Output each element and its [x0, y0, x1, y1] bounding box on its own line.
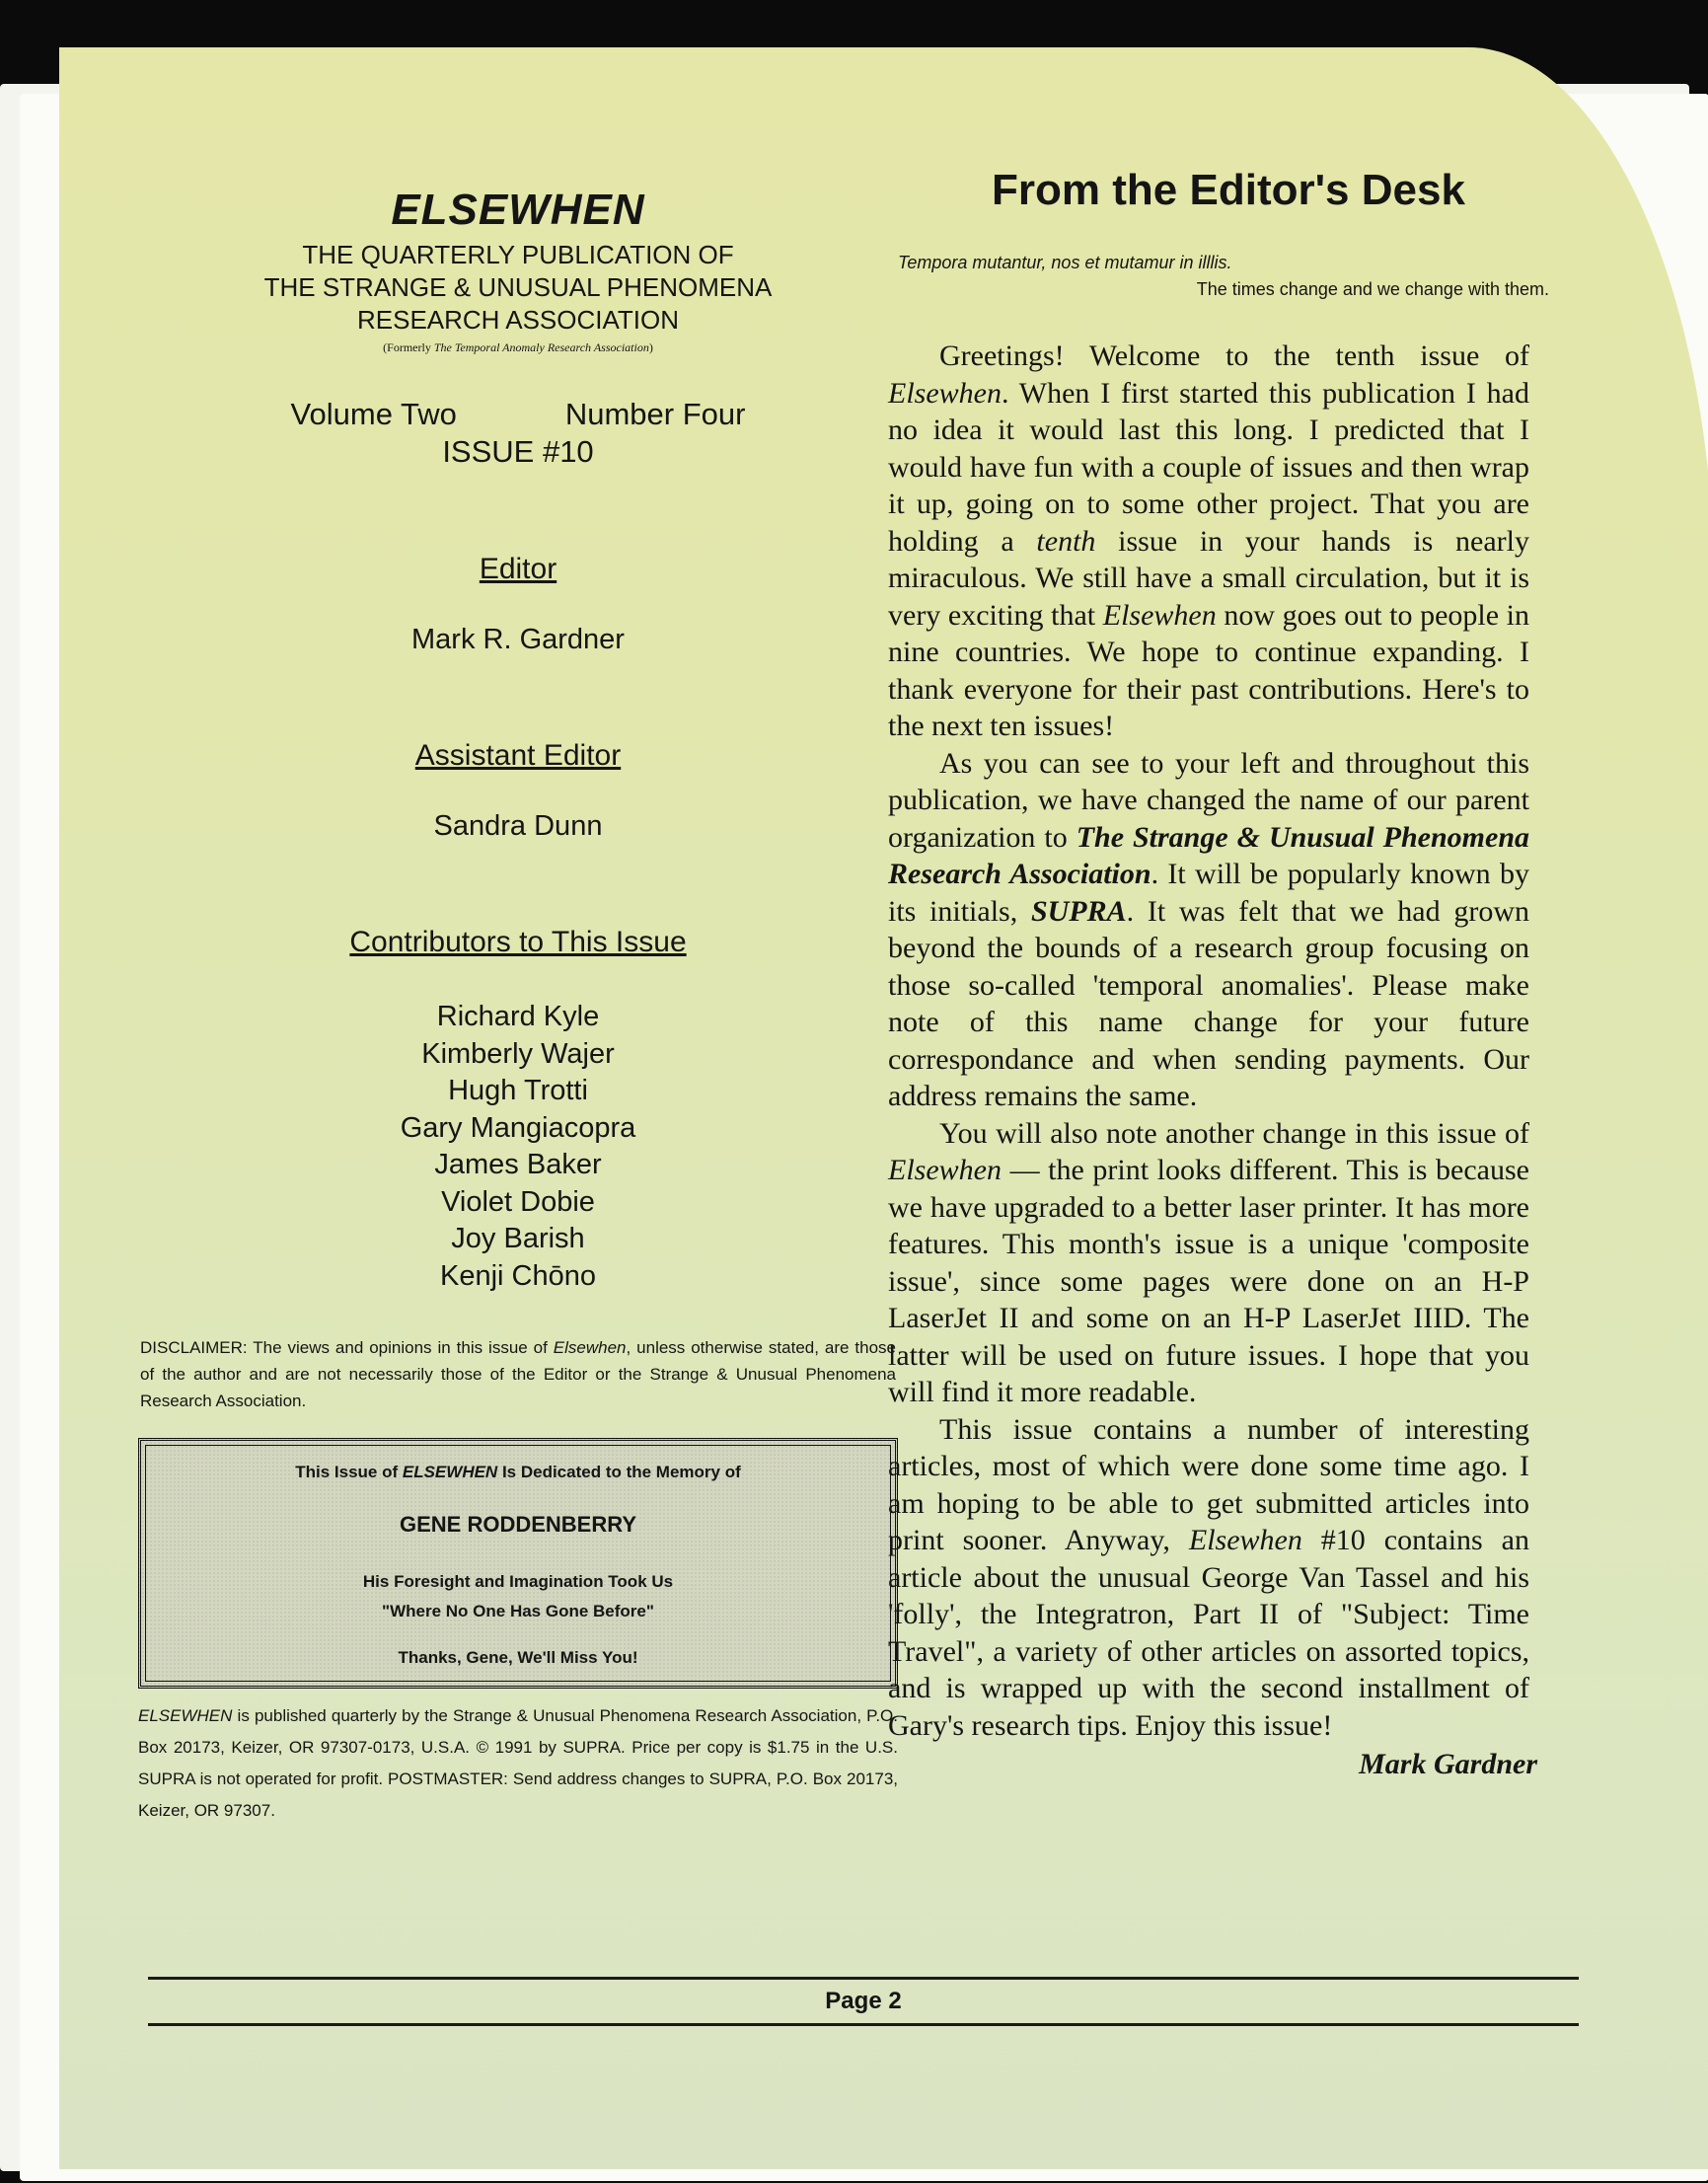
list-item: Kenji Chōno	[440, 1259, 596, 1292]
paragraph: As you can see to your left and throughout this publication, we have changed the name of our parent organization to The Strange & Unusual Phenomena Research Association. It will be popularly known by its initials, SUPRA. It was felt that we had grown beyond the bounds of a research group focusing on those so-called 'temporal anomalies'. Please make note of this name change for your future correspondance and when sending payments. Our address remains the same.	[888, 746, 1530, 1112]
number-label: Number Four	[564, 397, 746, 431]
list-item: Hugh Trotti	[448, 1075, 588, 1106]
dedication-tribute: His Foresight and Imagination Took Us "Where No One Has Gone Before"	[362, 1572, 674, 1620]
dedication-box	[138, 1438, 898, 1689]
editor-heading: Editor	[479, 553, 557, 585]
disclaimer-text: DISCLAIMER: The views and opinions in this issue of Elsewhen, unless otherwise stated, are those of the author and are not necessarily those of the Editor or the Strange & Unusual Phenomena Research Association.	[140, 1338, 896, 1410]
editor-name: Mark R. Gardner	[411, 624, 625, 655]
contributors-heading: Contributors to This Issue	[349, 926, 687, 958]
divider	[148, 2023, 1579, 2026]
list-item: Joy Barish	[451, 1223, 585, 1254]
latin-quote: Tempora mutantur, nos et mutamur in illlis.	[898, 253, 1232, 272]
editor-signature: Mark Gardner	[1359, 1748, 1537, 1780]
contributors-list	[138, 999, 898, 1295]
assistant-editor-heading: Assistant Editor	[414, 739, 622, 772]
paragraph: This issue contains a number of interesting articles, most of which were done some time ago. I am hoping to be able to get submitted articles into print sooner. Anyway, Elsewhen #10 contains an article about the unusual George Van Tassel and his 'folly', the Integratron, Part II of "Subject: Time Travel", a variety of other articles on assorted topics, and is wrapped up with the second installment of Gary's research tips. Enjoy this issue!	[888, 1412, 1529, 1742]
editorial-body	[888, 338, 1529, 1744]
publication-subtitle-2: THE STRANGE & UNUSUAL PHENOMENA	[263, 272, 773, 302]
newsletter-page	[59, 47, 1708, 2169]
publication-subtitle-3: RESEARCH ASSOCIATION	[356, 305, 680, 335]
publication-title: ELSEWHEN	[391, 186, 645, 234]
dedication-name: GENE RODDENBERRY	[400, 1512, 636, 1537]
publisher-notice: ELSEWHEN is published quarterly by the Strange & Unusual Phenomena Research Association, P.O. Box 20173, Keizer, OR 97307-0173, U.S.A. © 1991 by SUPRA. Price per copy is $1.75 in the U.S. SUPRA is not operated for profit. POSTMASTER: Send address changes to SUPRA, P.O. Box 20173, Keizer, OR 97307.	[138, 1706, 898, 1820]
dedication-intro: This Issue of ELSEWHEN Is Dedicated to the Memory of	[295, 1463, 741, 1481]
volume-number-row	[138, 397, 898, 432]
dedication-thanks: Thanks, Gene, We'll Miss You!	[398, 1648, 638, 1667]
quote-translation: The times change and we change with them.	[1196, 279, 1549, 299]
editorial-column	[888, 166, 1549, 1781]
page-footer	[148, 1977, 1579, 2026]
list-item: James Baker	[434, 1149, 602, 1180]
paragraph: Greetings! Welcome to the tenth issue of Elsewhen. When I first started this publication I had no idea it would last this long. I predicted that I would have fun with a couple of issues and then wrap it up, going on to some other project. That you are holding a tenth issue in your hands is nearly miraculous. We still have a small circulation, but it is very exciting that Elsewhen now goes out to people in nine countries. We hope to continue expanding. I thank everyone for their past contributions. Here's to the next ten issues!	[888, 339, 1529, 742]
publication-subtitle-1: THE QUARTERLY PUBLICATION OF	[302, 240, 734, 269]
volume-label: Volume Two	[290, 397, 457, 431]
paragraph: You will also note another change in this issue of Elsewhen — the print looks different. This is because we have upgraded to a better laser printer. It has more features. This month's issue is a unique 'composite issue', since some pages were done on an H-P LaserJet II and some on an H-P LaserJet IIID. The latter will be used on future issues. I hope that you will find it more readable.	[888, 1116, 1529, 1408]
issue-number: ISSUE #10	[442, 434, 594, 469]
page-number: Page 2	[825, 1988, 902, 2014]
former-name-note: (Formerly The Temporal Anomaly Research Association)	[383, 340, 653, 354]
list-item: Kimberly Wajer	[421, 1037, 615, 1070]
masthead-column	[138, 186, 898, 1827]
editorial-heading: From the Editor's Desk	[992, 166, 1465, 214]
list-item: Richard Kyle	[436, 1001, 600, 1032]
assistant-editor-name: Sandra Dunn	[433, 810, 603, 842]
list-item: Violet Dobie	[441, 1185, 595, 1218]
list-item: Gary Mangiacopra	[400, 1111, 636, 1144]
